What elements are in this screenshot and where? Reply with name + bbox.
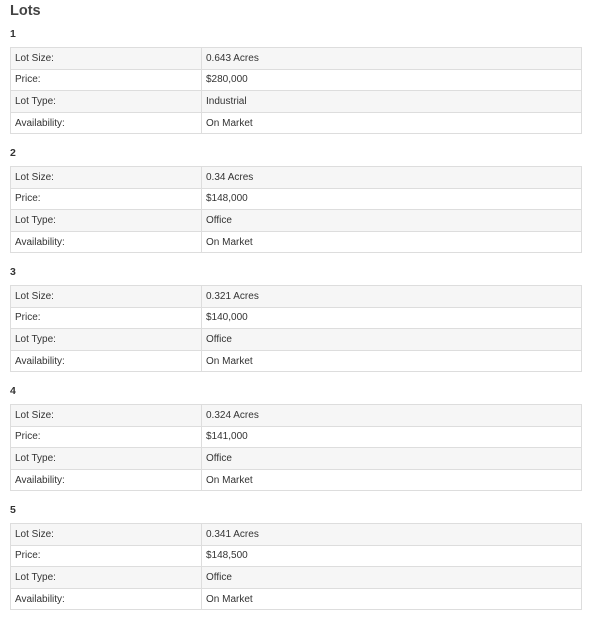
lot-details-table [10, 166, 582, 253]
row-value: 0.321 Acres [202, 286, 582, 308]
lot-heading: 5 [10, 504, 16, 516]
table-row [11, 350, 582, 372]
table-row [11, 69, 582, 91]
lot-section-1 [10, 27, 582, 134]
table-row [11, 545, 582, 567]
row-label: Lot Type: [11, 448, 202, 470]
row-label: Availability: [11, 588, 202, 610]
row-value: Office [202, 210, 582, 232]
row-value: $148,500 [202, 545, 582, 567]
row-value: 0.324 Acres [202, 405, 582, 427]
page-title: Lots [10, 3, 41, 19]
table-row [11, 48, 582, 70]
table-row [11, 448, 582, 470]
row-value: On Market [202, 350, 582, 372]
row-label: Lot Type: [11, 567, 202, 589]
lot-section-3 [10, 265, 582, 372]
lot-heading: 3 [10, 266, 16, 278]
row-value: Office [202, 448, 582, 470]
lot-section-2 [10, 146, 582, 253]
row-value: $140,000 [202, 307, 582, 329]
lot-heading: 4 [10, 385, 16, 397]
table-row [11, 307, 582, 329]
row-value: Office [202, 567, 582, 589]
row-label: Lot Size: [11, 524, 202, 546]
table-row [11, 91, 582, 113]
row-label: Availability: [11, 469, 202, 491]
row-value: $148,000 [202, 188, 582, 210]
table-row [11, 426, 582, 448]
lots-page [10, 0, 582, 605]
row-value: On Market [202, 588, 582, 610]
table-row [11, 588, 582, 610]
row-value: 0.643 Acres [202, 48, 582, 70]
row-value: On Market [202, 469, 582, 491]
row-label: Price: [11, 307, 202, 329]
table-row [11, 329, 582, 351]
row-label: Lot Size: [11, 405, 202, 427]
row-value: Office [202, 329, 582, 351]
row-label: Lot Type: [11, 329, 202, 351]
row-label: Availability: [11, 231, 202, 253]
row-label: Availability: [11, 350, 202, 372]
row-label: Price: [11, 545, 202, 567]
table-row [11, 524, 582, 546]
lot-details-table [10, 523, 582, 610]
lot-heading: 1 [10, 28, 16, 40]
row-label: Price: [11, 426, 202, 448]
lot-details-table [10, 47, 582, 134]
row-label: Price: [11, 188, 202, 210]
table-row [11, 231, 582, 253]
lot-section-5 [10, 503, 582, 610]
row-label: Price: [11, 69, 202, 91]
row-value: Industrial [202, 91, 582, 113]
lot-section-4 [10, 384, 582, 491]
row-label: Lot Type: [11, 91, 202, 113]
row-value: 0.341 Acres [202, 524, 582, 546]
table-row [11, 405, 582, 427]
row-value: 0.34 Acres [202, 167, 582, 189]
row-label: Lot Size: [11, 167, 202, 189]
row-value: $141,000 [202, 426, 582, 448]
lot-details-table [10, 285, 582, 372]
table-row [11, 469, 582, 491]
table-row [11, 167, 582, 189]
row-label: Lot Type: [11, 210, 202, 232]
lot-heading: 2 [10, 147, 16, 159]
table-row [11, 210, 582, 232]
row-value: On Market [202, 112, 582, 134]
table-row [11, 188, 582, 210]
table-row [11, 567, 582, 589]
row-label: Availability: [11, 112, 202, 134]
row-label: Lot Size: [11, 286, 202, 308]
row-label: Lot Size: [11, 48, 202, 70]
table-row [11, 286, 582, 308]
table-row [11, 112, 582, 134]
lot-details-table [10, 404, 582, 491]
row-value: On Market [202, 231, 582, 253]
row-value: $280,000 [202, 69, 582, 91]
